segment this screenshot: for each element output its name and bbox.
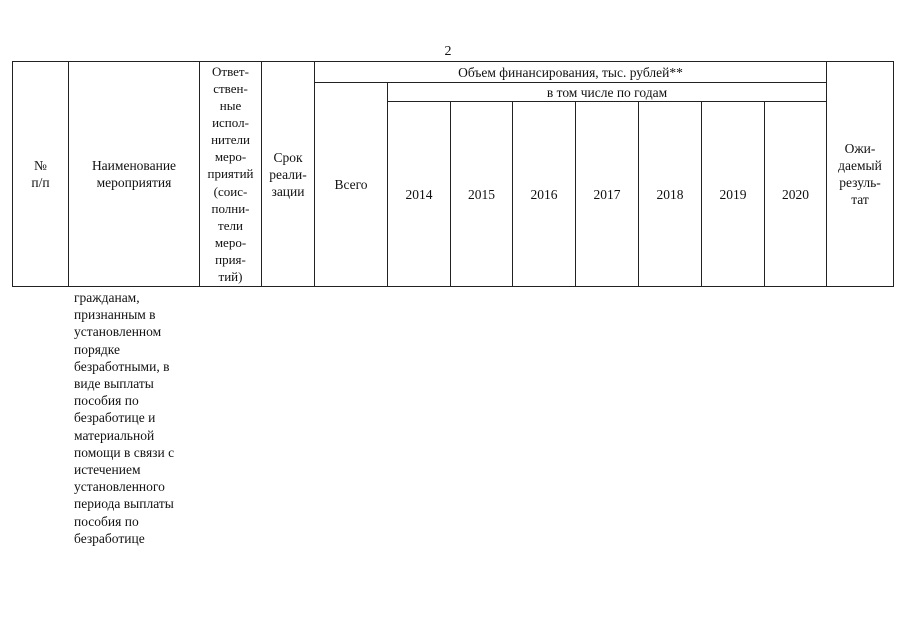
header-financing: Объем финансирования, тыс. рублей** [458, 64, 683, 80]
header-activity-name: Наименование мероприятия [91, 158, 177, 190]
header-year: 2019 [719, 186, 747, 202]
header-year: 2018 [656, 186, 684, 202]
header-year: 2015 [468, 186, 495, 202]
page-number: 2 [444, 44, 452, 59]
table-border-bottom [12, 286, 894, 287]
header-year: 2016 [530, 186, 558, 202]
header-period: Срок реали- зации [269, 149, 307, 199]
activity-name-continuation: гражданам, признанным в установленном порядке безработными, в виде выплаты пособия по безработице и материальной помощи в связи с истечением установленного периода выплаты пособия по безработице [74, 290, 175, 546]
header-number: № п/п [31, 158, 50, 190]
header-total: Всего [334, 177, 368, 192]
header-expected-result: Ожи- даемый резуль- тат [838, 141, 882, 207]
header-year: 2017 [593, 186, 621, 202]
table-border-right [893, 61, 894, 287]
header-year: 2020 [782, 186, 809, 202]
header-by-years: в том числе по годам [546, 84, 668, 100]
header-responsible: Ответ- ствен- ные испол- нители меро- приятий (соис- полни- тели меро- прия- тий) [207, 63, 254, 285]
header-year: 2014 [405, 186, 433, 202]
